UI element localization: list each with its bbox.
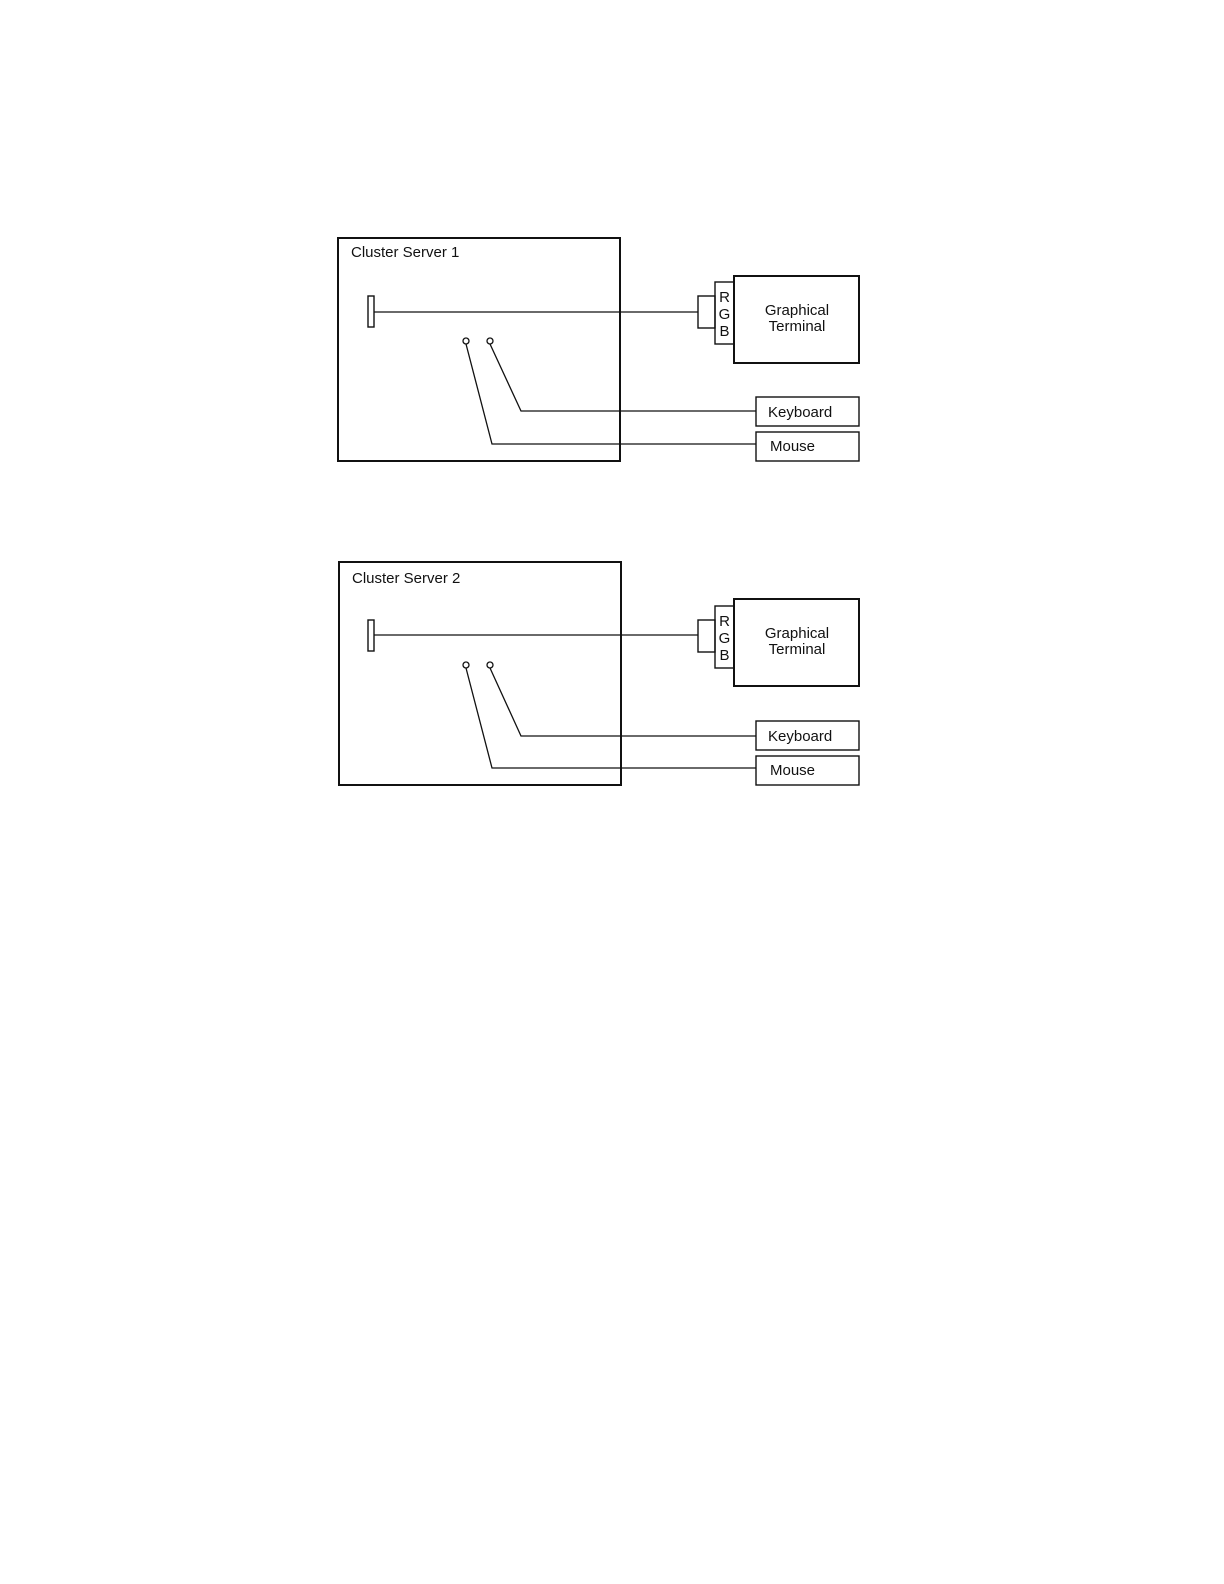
rgb-letter-r: R <box>719 289 730 306</box>
mouse-cable <box>466 668 756 768</box>
server-label: Cluster Server 2 <box>352 570 461 587</box>
keyboard-cable <box>490 344 756 411</box>
server-box <box>339 562 621 785</box>
rgb-plug <box>698 296 715 328</box>
diagram-cluster-server-1 <box>338 238 859 461</box>
terminal-label-line-2: Terminal <box>768 641 826 658</box>
rgb-letter-g: G <box>718 630 731 647</box>
keyboard-port <box>487 662 493 668</box>
video-adapter-port <box>368 620 374 651</box>
mouse-port <box>463 662 469 668</box>
terminal-label-line-2: Terminal <box>768 318 826 335</box>
rgb-letter-b: B <box>719 323 730 340</box>
keyboard-label: Keyboard <box>768 728 833 745</box>
diagram-cluster-server-2 <box>339 562 859 785</box>
keyboard-label: Keyboard <box>768 404 833 421</box>
video-adapter-port <box>368 296 374 327</box>
server-box <box>338 238 620 461</box>
rgb-letter-g: G <box>718 306 731 323</box>
rgb-plug <box>698 620 715 652</box>
mouse-port <box>463 338 469 344</box>
server-label: Cluster Server 1 <box>351 244 460 261</box>
mouse-cable <box>466 344 756 444</box>
keyboard-cable <box>490 668 756 736</box>
mouse-label: Mouse <box>770 438 816 455</box>
keyboard-port <box>487 338 493 344</box>
rgb-letter-b: B <box>719 647 730 664</box>
mouse-label: Mouse <box>770 762 816 779</box>
terminal-label-line-1: Graphical <box>764 302 830 319</box>
terminal-label-line-1: Graphical <box>764 625 830 642</box>
rgb-letter-r: R <box>719 613 730 630</box>
